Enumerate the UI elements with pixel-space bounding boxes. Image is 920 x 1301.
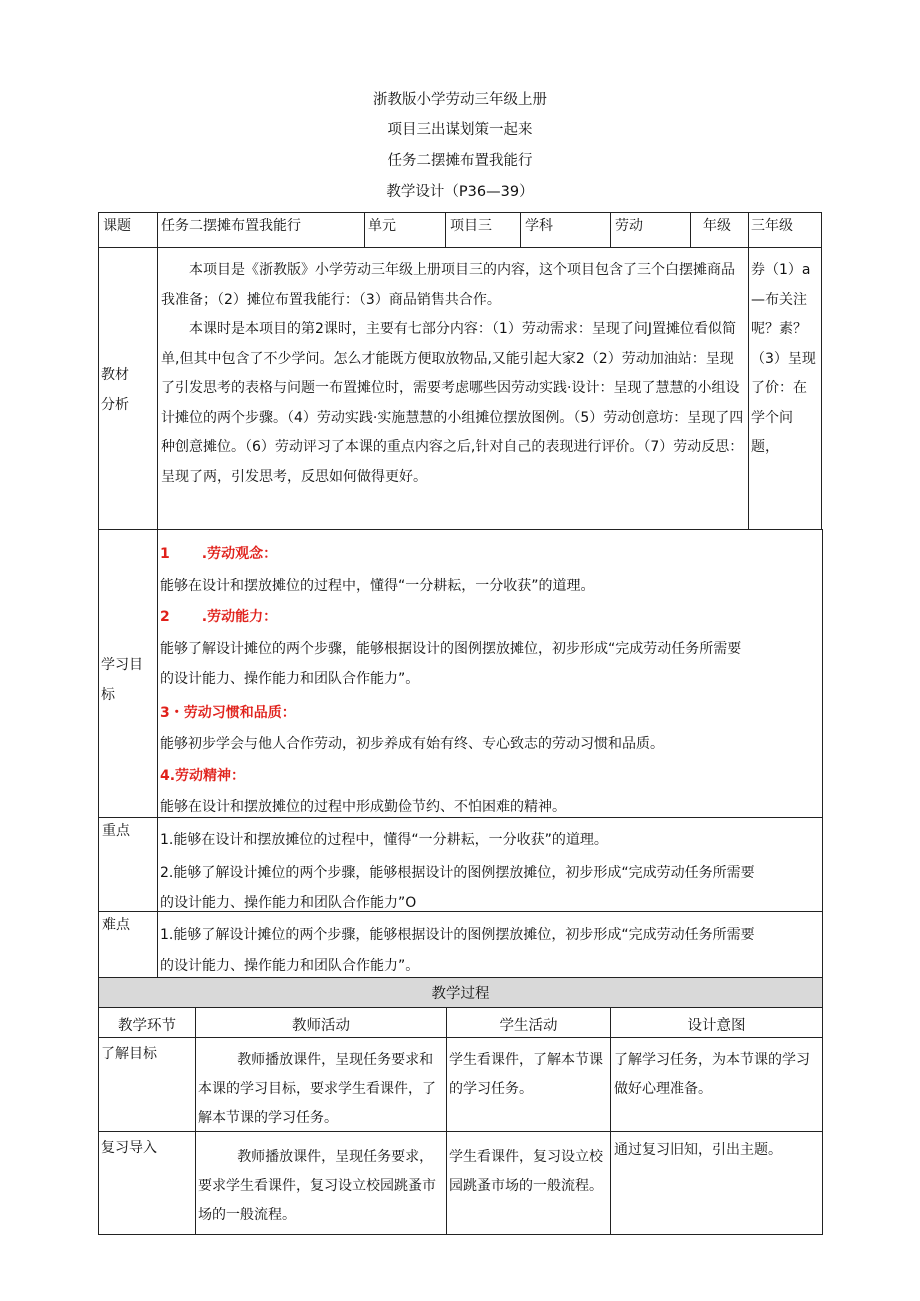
col-student-header: 学生活动 <box>446 1007 611 1038</box>
goal-4-heading: 4.劳动精神： <box>160 768 246 784</box>
difficulties-content-cell <box>157 911 823 978</box>
analysis-side-text: 券（1）a—布关注呢？素？（3）呈现了价：在学个问题， <box>751 262 816 455</box>
goals-label-1: 学习目 <box>101 657 143 673</box>
key-points-label: 重点 <box>98 817 158 912</box>
goals-label-2: 标 <box>101 687 115 703</box>
analysis-paragraph-2: 本课时是本项目的第2课时，主要有七部分内容：（1）劳动需求：呈现了问J置摊位看似简单,但其中包含了不少学问。怎么才能既方便取放物品,又能引起大家2（2）劳动加油站：呈现了引发思考的表格与问题一布置摊位时，需要考虑哪些因劳动实践·设计：呈现了慧慧的小组设计摊位的两个步骤。（4）劳动实践·实施慧慧的小组摊位摆放图例。（5）劳动创意坊：呈现了四种创意摊位。（6）劳动评习了本课的重点内容之后,针对自己的表现进行评价。（7）劳动反思：呈现了两，引发思考，反思如何做得更好。 <box>161 321 744 485</box>
key-point-2-line-1: 2.能够了解设计摊位的两个步骤，能够根据设计的图例摆放摊位，初步形成“完成劳动任务所需要 <box>160 865 755 881</box>
goal-2-text-line-1: 能够了解设计摊位的两个步骤，能够根据设计的图例摆放摊位，初步形成“完成劳动任务所需要 <box>160 641 742 657</box>
topic-value: 任务二摆摊布置我能行 <box>157 212 365 248</box>
topic-label: 课题 <box>98 212 158 248</box>
analysis-label-1: 教材 <box>101 367 129 383</box>
table-row-intent: 了解学习任务，为本节课的学习做好心理准备。 <box>610 1037 823 1132</box>
col-intent-header: 设计意图 <box>610 1007 823 1038</box>
analysis-paragraph-1: 本项目是《浙教版》小学劳动三年级上册项目三的内容，这个项目包含了三个白摆摊商品我准备；（2）摊位布置我能行：（3）商品销售共合作。 <box>161 262 735 308</box>
grade-label: 年级 <box>690 212 749 248</box>
table-row-teacher: 教师播放课件，呈现任务要求和本课的学习目标，要求学生看课件，了解本节课的学习任务。 <box>195 1037 447 1132</box>
grade-value: 三年级 <box>748 212 822 248</box>
goals-column-divider <box>157 529 158 818</box>
goal-2-title: .劳动能力： <box>201 609 278 625</box>
goal-2-number: 2 <box>160 609 170 625</box>
analysis-side-cell <box>748 247 822 530</box>
key-point-1: 1.能够在设计和摆放摊位的过程中，懂得“一分耕耘，一分收获”的道理。 <box>160 832 608 848</box>
goal-1-heading <box>160 543 820 563</box>
goal-1-title: .劳动观念： <box>201 546 278 562</box>
table-row-student: 学生看课件，了解本节课的学习任务。 <box>446 1037 611 1132</box>
goals-divider <box>98 529 99 818</box>
table-row-teacher: 教师播放课件，呈现任务要求，要求学生看课件，复习设立校园跳蚤市场的一般流程。 <box>195 1131 447 1235</box>
unit-label: 单元 <box>364 212 446 248</box>
analysis-label-cell <box>98 247 158 530</box>
goal-3-text: 能够初步学会与他人合作劳动，初步养成有始有终、专心致志的劳动习惯和品质。 <box>160 736 664 752</box>
key-point-2-line-2: 的设计能力、操作能力和团队合作能力”O <box>160 895 417 911</box>
col-stage-header: 教学环节 <box>98 1007 196 1038</box>
goal-3-heading: 3・劳动习惯和品质： <box>160 705 296 721</box>
process-title: 教学过程 <box>98 977 823 1008</box>
table-row-stage: 了解目标 <box>98 1037 196 1132</box>
analysis-label-2: 分析 <box>101 397 129 413</box>
subject-value: 劳动 <box>610 212 691 248</box>
key-points-content-cell <box>157 817 823 912</box>
goal-1-number: 1 <box>160 546 170 562</box>
difficulty-1-line-1: 1.能够了解设计摊位的两个步骤，能够根据设计的图例摆放摊位，初步形成“完成劳动任务所需要 <box>160 927 755 943</box>
document-title-line-2: 项目三出谋划策一起来 <box>387 122 533 138</box>
subject-label: 学科 <box>520 212 611 248</box>
document-title-line-1: 浙教版小学劳动三年级上册 <box>373 92 547 108</box>
difficulty-1-line-2: 的设计能力、操作能力和团队合作能力”。 <box>160 958 420 974</box>
col-teacher-header: 教师活动 <box>195 1007 447 1038</box>
goal-2-text-line-2: 的设计能力、操作能力和团队合作能力”。 <box>160 671 420 687</box>
table-row-intent: 通过复习旧知，引出主题。 <box>610 1131 823 1235</box>
difficulties-label: 难点 <box>98 911 158 978</box>
analysis-content-cell <box>157 247 749 530</box>
document-title-line-3: 任务二摆摊布置我能行 <box>387 153 533 169</box>
goal-1-text: 能够在设计和摆放摊位的过程中，懂得“一分耕耘，一分收获”的道理。 <box>160 578 595 594</box>
goal-2-heading <box>160 606 820 626</box>
table-row-student: 学生看课件，复习设立校园跳蚤市场的一般流程。 <box>446 1131 611 1235</box>
goal-4-text: 能够在设计和摆放摊位的过程中形成勤俭节约、不怕困难的精神。 <box>160 799 566 815</box>
unit-value: 项目三 <box>445 212 521 248</box>
document-title-line-4: 教学设计（P36—39） <box>386 184 534 200</box>
table-row-stage: 复习导入 <box>98 1131 196 1235</box>
